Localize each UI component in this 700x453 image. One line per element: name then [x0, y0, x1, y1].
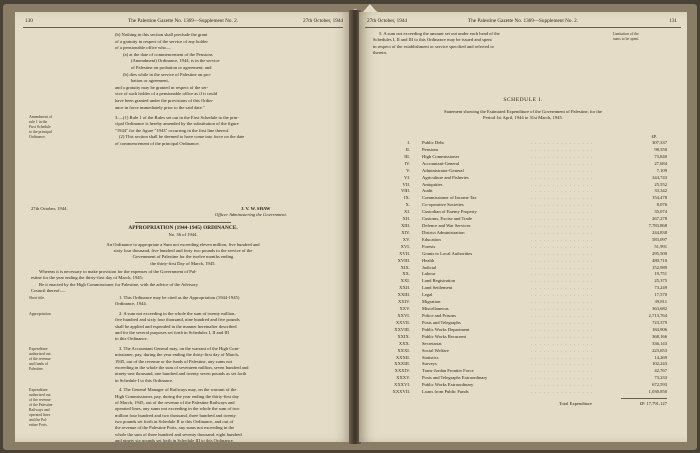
head-amount: 7,783,868	[648, 223, 667, 229]
head-number: XXVII.	[395, 319, 410, 325]
head-number: XXXVI.	[394, 382, 410, 388]
head-number: XXXIV.	[394, 368, 410, 374]
head-amount: 102,243	[652, 361, 667, 367]
margin-note-line: of the revenue	[29, 398, 51, 403]
margin-note-line: estine Ports.	[29, 423, 48, 428]
head-number: XXVI.	[397, 313, 410, 318]
head-amount: 25,552	[654, 181, 667, 187]
head-number: XVII.	[399, 250, 410, 256]
head-number: VIII.	[400, 188, 410, 194]
head-amount: 73,233	[654, 375, 667, 381]
signer-name: J. V. W. SHAW	[241, 206, 271, 211]
leader-dots: . . . . . . . . . . . . . . .	[531, 333, 594, 339]
head-name: Customs, Excise and Trade	[422, 216, 473, 222]
leader-dots: . . . . . . . . . . . . . . .	[531, 167, 594, 173]
margin-note-line: operated lines	[29, 413, 51, 418]
leader-dots: . . . . . . . . . . . . . . .	[531, 188, 594, 194]
schedule-title: SCHEDULE I.	[503, 97, 543, 103]
leader-dots: . . . . . . . . . . . . . . .	[531, 326, 594, 332]
margin-note-line: Limitation of the	[613, 32, 639, 36]
head-amount: 152,989	[652, 264, 667, 270]
left-page	[15, 12, 351, 442]
text-line: have been granted under the provisions of this Ordin-	[115, 98, 214, 103]
head-name: Land Settlement	[422, 285, 453, 291]
section-line: shall be applied and expended in the manner hereinafter described	[115, 323, 237, 329]
head-number: II.	[405, 146, 410, 152]
text-line: of a pensionable office who—	[115, 45, 171, 51]
margin-note-line: sums to be spent.	[613, 37, 640, 41]
head-name: Judicial	[422, 264, 437, 270]
head-number: XXXVII.	[392, 389, 410, 395]
section-line: ninety-one thousand, one hundred and twenty seven pounds as set forth	[115, 371, 247, 377]
head-name: Social Welfare	[422, 347, 449, 353]
text-line: Whereas it is necessary to make provision for the expenses of the Government of Pal-	[39, 269, 197, 274]
head-number: XXIII.	[397, 292, 410, 298]
leader-dots: . . . . . . . . . . . . . . .	[531, 209, 594, 215]
head-number: XIV.	[401, 229, 410, 235]
head-number: X.	[405, 202, 410, 208]
text-line: bation or agreement,	[131, 78, 169, 84]
text-line: (b) dies while in the service of Palestine on pro-	[123, 71, 212, 77]
open-book	[3, 4, 697, 450]
margin-note-line: Amendment of	[29, 115, 52, 119]
leader-dots: . . . . . . . . . . . . . . .	[531, 236, 594, 242]
text-line: (Amendment) Ordinance, 1944, is in the service	[131, 58, 220, 64]
text-line: vice of such holder of a pensionable office as if it could	[115, 91, 218, 97]
section-line: 1. This Ordinance may be cited as the Appropriation (1944-1945)	[119, 295, 240, 300]
head-name: Custodian of Enemy Property	[422, 209, 477, 215]
head-name: Posts and Telegraphs	[422, 319, 461, 325]
head-name: Trans-Jordan Frontier Force	[422, 368, 474, 374]
head-number: XXXI.	[397, 347, 410, 353]
signer-title: Officer Administering the Government.	[215, 212, 287, 217]
section-line: 2. A sum not exceeding in the whole the sum of twenty million,	[119, 310, 236, 316]
section-line: whole the sum of three hundred and seventy thousand, eight hundred	[115, 431, 242, 437]
head-name: Antiquities	[422, 181, 443, 187]
caption-line: Government of Palestine for the twelve months ending	[132, 254, 234, 260]
margin-note-line: Expenditure	[29, 388, 48, 393]
margin-note-line: and the Pal-	[29, 418, 48, 423]
text-line: Council thereof:—	[31, 288, 66, 294]
head-number: XV.	[402, 236, 410, 242]
text-line: estine for the year ending the thirty-first day of March, 1945;	[31, 275, 144, 281]
text-line: Schedules I, II and III to this Ordinance may be issued and spent	[373, 37, 492, 43]
text-line: and a gratuity may be granted in respect of the ser-	[115, 84, 209, 90]
head-amount: 42,767	[654, 368, 667, 374]
head-name: Health	[422, 257, 435, 263]
head-amount: 672,593	[652, 382, 667, 388]
leader-dots: . . . . . . . . . . . . . . .	[531, 202, 594, 208]
text-line: (b) Nothing in this section shall preclude the grant	[115, 32, 208, 37]
ordinance-title: APPROPRIATION (1944-1945) ORDINANCE.	[128, 225, 238, 231]
text-line: (a) at the date of commencement of the Pensions	[123, 51, 213, 57]
head-number: III.	[404, 153, 410, 159]
head-name: Posts and Telegraphs Extraordinary	[422, 375, 488, 381]
leader-dots: . . . . . . . . . . . . . . .	[531, 354, 594, 360]
head-amount: 267,278	[652, 216, 667, 222]
margin-note-line: authorised out	[29, 393, 51, 398]
head-amount: 583,097	[652, 236, 667, 242]
caption-line: An Ordinance to appropriate a Sum not exceeding eleven million, five hundred and	[106, 242, 260, 247]
leader-dots: . . . . . . . . . . . . . . .	[531, 181, 594, 187]
head-name: Defence and War Services	[422, 223, 471, 229]
margin-note-line: Railways and	[29, 408, 50, 413]
leader-dots: . . . . . . . . . . . . . . .	[531, 306, 594, 312]
head-number: XIX.	[400, 264, 410, 270]
head-name: Education	[422, 236, 441, 242]
section-line: High Commissioner, pay, during the year ending the thirty-first day	[115, 393, 239, 399]
head-name: Audit	[422, 188, 433, 194]
head-amount: 35,074	[654, 209, 667, 215]
head-amount: 98,350	[654, 146, 667, 152]
caption-line: Period 1st April, 1944 to 31st March, 1945.	[483, 115, 563, 121]
section-line: five hundred and sixty four thousand, nine hundred and five pounds	[115, 317, 240, 323]
head-amount: 223,653	[652, 347, 667, 353]
text-line: of a gratuity in respect of the service of any holder	[115, 38, 208, 44]
head-number: XXX.	[398, 340, 410, 346]
leader-dots: . . . . . . . . . . . . . . .	[531, 313, 594, 318]
section-line: and ninety six pounds set forth in Schedule III to this Ordinance.	[115, 437, 234, 442]
right-header-date: 27th October, 1944	[367, 18, 407, 24]
section-line: missioner, pay, during the year ending the thirty-first day of March,	[115, 352, 239, 358]
head-amount: 244,743	[652, 174, 667, 180]
head-amount: 7,109	[656, 167, 667, 173]
section-line: million four hundred and two thousand, three hundred and twenty	[115, 412, 236, 418]
head-name: Secretariat	[422, 340, 442, 346]
leader-dots: . . . . . . . . . . . . . . .	[531, 299, 594, 305]
section-line: of March, 1945, out of the revenue of the Palestine Railways and	[115, 399, 235, 405]
leader-dots: . . . . . . . . . . . . . . .	[531, 382, 594, 388]
head-amount: 39,811	[654, 299, 667, 305]
currency-heading: £P.	[651, 134, 657, 139]
head-number: XVI.	[400, 243, 410, 249]
text-line: therein.	[373, 50, 387, 56]
text-line: in respect of the establishment or service specified and referred to	[373, 43, 494, 49]
head-name: Land Registration	[422, 278, 456, 284]
section-line: and for the several purposes set forth in Schedules I, II and III	[115, 329, 229, 335]
leader-dots: . . . . . . . . . . . . . . .	[531, 264, 594, 270]
head-amount: 51,991	[654, 243, 667, 249]
leader-dots: . . . . . . . . . . . . . . .	[531, 153, 594, 159]
head-name: Labour	[422, 271, 436, 277]
ordinance-number: No. 36 of 1944.	[168, 232, 198, 237]
leader-dots: . . . . . . . . . . . . . . .	[531, 340, 594, 346]
head-number: I.	[407, 140, 410, 145]
right-header-title: The Palestine Gazette No. 1369—Supplement No. 2.	[468, 18, 578, 24]
leader-dots: . . . . . . . . . . . . . . .	[531, 389, 594, 395]
leader-dots: . . . . . . . . . . . . . . .	[531, 257, 594, 263]
head-amount: 17,570	[654, 292, 667, 298]
head-amount: 25,375	[654, 278, 667, 284]
head-amount: 73,840	[654, 153, 667, 159]
head-name: Grants to Local Authorities	[422, 250, 473, 256]
leader-dots: . . . . . . . . . . . . . . .	[531, 271, 594, 277]
section-line: 4. The General Manager of Railways may, on the warrant of the	[119, 387, 237, 393]
leader-dots: . . . . . . . . . . . . . . .	[531, 292, 594, 298]
head-amount: 368,166	[652, 333, 667, 339]
leader-dots: . . . . . . . . . . . . . . .	[531, 223, 594, 229]
margin-note-line: Expenditure	[29, 346, 48, 351]
margin-note-line: Short title.	[29, 296, 46, 300]
margin-note-line: of the revenue	[29, 356, 51, 361]
head-name: Public Works Recurrent	[422, 333, 466, 339]
left-header-date: 27th October, 1944	[303, 18, 343, 24]
head-amount: 1,030,850	[648, 389, 667, 395]
head-name: Migration	[422, 299, 441, 305]
leader-dots: . . . . . . . . . . . . . . .	[531, 285, 594, 291]
head-name: Police and Prisons	[422, 313, 456, 318]
margin-note-line: Ordinance.	[29, 135, 46, 139]
head-number: XXIX.	[397, 333, 410, 339]
head-amount: 480,710	[652, 257, 667, 263]
head-name: Loans from Public Funds	[422, 389, 469, 395]
margin-note-line: Appropriation.	[29, 311, 52, 316]
head-number: XXVIII.	[394, 326, 410, 332]
margin-note-line: rule 1 in the	[29, 120, 48, 124]
head-name: High Commissioner	[422, 153, 460, 159]
head-amount: 336,143	[652, 340, 667, 346]
margin-note-line: and funds of	[29, 361, 48, 366]
margin-note-line: First Schedule	[29, 125, 51, 129]
head-name: Surveys	[422, 361, 437, 367]
head-number: XI.	[404, 209, 410, 215]
head-number: V.	[406, 167, 410, 173]
text-line: ance in force immediately prior to the said date."	[115, 104, 205, 110]
leader-dots: . . . . . . . . . . . . . . .	[531, 278, 594, 284]
head-amount: 33,342	[654, 188, 667, 194]
head-number: IV.	[404, 160, 410, 166]
head-number: XXIV.	[397, 299, 410, 305]
head-name: Pensions	[422, 146, 439, 152]
margin-note-line: to the principal	[29, 130, 52, 134]
head-number: VI.	[404, 174, 410, 180]
margin-note-line: authorised out	[29, 351, 51, 356]
margin-note-line: of the Palestine	[29, 403, 53, 408]
section-line: in Schedule I to this Ordinance.	[115, 377, 174, 383]
left-header-rule	[23, 27, 343, 28]
text-line: (2) This section shall be deemed to have come into force on the date	[119, 134, 245, 140]
head-name: Co-operative Societies	[422, 202, 464, 208]
caption-line: Statement showing the Estimated Expenditure of the Government of Palestine, for the	[444, 109, 602, 114]
head-amount: 154,478	[652, 195, 667, 201]
head-number: XXXIII.	[394, 361, 410, 367]
leader-dots: . . . . . . . . . . . . . . .	[531, 368, 594, 374]
head-name: Administrator-General	[422, 167, 464, 173]
head-amount: 295,500	[652, 250, 667, 256]
head-amount: 14,269	[654, 354, 667, 360]
text-line: 3.—(1) Rule 1 of the Rules set out in the First Schedule to the prin-	[115, 115, 239, 120]
total-amount: £P. 17,791,127	[639, 401, 667, 406]
leader-dots: . . . . . . . . . . . . . . .	[531, 243, 594, 249]
head-amount: 8,076	[656, 202, 667, 208]
leader-dots: . . . . . . . . . . . . . . .	[531, 140, 594, 145]
section-line: the revenue of the Palestine Ports, any sums not exceeding in the	[115, 425, 235, 431]
section-line: to this Ordinance.	[115, 336, 148, 342]
leader-dots: . . . . . . . . . . . . . . .	[531, 347, 594, 353]
leader-dots: . . . . . . . . . . . . . . .	[531, 216, 594, 222]
head-amount: 19,751	[654, 271, 667, 277]
head-name: Public Works Extraordinary	[422, 382, 474, 388]
head-amount: 244,838	[652, 229, 667, 235]
head-amount: 184,906	[652, 326, 667, 332]
signature-date: 27th October, 1944.	[31, 206, 68, 211]
head-number: XX.	[402, 271, 410, 277]
head-name: Agriculture and Fisheries	[422, 174, 469, 180]
leader-dots: . . . . . . . . . . . . . . .	[531, 146, 594, 152]
head-name: Public Works Department	[422, 326, 470, 332]
head-name: Commissioner of Income Tax	[422, 195, 477, 201]
head-amount: 27,684	[654, 160, 667, 166]
right-page-number: 131	[669, 18, 677, 24]
head-name: Statistics	[422, 354, 439, 360]
section-divider	[135, 222, 231, 223]
leader-dots: . . . . . . . . . . . . . . .	[531, 250, 594, 256]
section-line: exceeding in the whole the sum of seventeen million, seven hundred and	[115, 364, 249, 370]
leader-dots: . . . . . . . . . . . . . . .	[531, 319, 594, 325]
head-name: Public Debt	[422, 140, 444, 145]
leader-dots: . . . . . . . . . . . . . . .	[531, 361, 594, 367]
head-number: XVIII.	[397, 257, 410, 263]
section-line: two pounds set forth in Schedule II to this Ordinance, and out of	[115, 418, 234, 424]
right-page	[359, 12, 687, 442]
head-number: XXXII.	[395, 354, 410, 360]
leader-dots: . . . . . . . . . . . . . . .	[531, 375, 594, 381]
text-line: "1944" for the figure "1943" occurring in the first line thereof.	[115, 127, 230, 133]
head-amount: 723,379	[652, 319, 667, 325]
leader-dots: . . . . . . . . . . . . . . .	[531, 195, 594, 201]
text-line: of commencement of the principal Ordinance.	[115, 140, 200, 146]
section-line: Ordinance, 1944.	[115, 301, 147, 307]
left-header-title: The Palestine Gazette No. 1369—Supplement No. 2.	[128, 18, 238, 24]
text-line: Be it enacted by the High Commissioner for Palestine, with the advice of the Advisory	[39, 281, 199, 287]
head-number: VII.	[402, 181, 410, 187]
text-line: 5. A sum not exceeding the amount set out under each head of the	[379, 31, 500, 36]
leader-dots: . . . . . . . . . . . . . . .	[531, 174, 594, 180]
total-rule	[621, 398, 667, 399]
head-number: XXII.	[399, 285, 410, 291]
head-number: XXI.	[400, 278, 410, 284]
head-name: Accountant-General	[422, 160, 460, 166]
total-label: Total Expenditure	[559, 401, 592, 406]
head-name: Forests	[422, 243, 436, 249]
head-amount: 363,682	[652, 306, 667, 312]
text-line: cipal Ordinance is hereby amended by the substitution of the figure	[115, 121, 239, 127]
head-name: District Administration	[422, 229, 465, 235]
head-number: XXXV.	[396, 375, 410, 381]
head-number: XII.	[402, 216, 410, 222]
head-number: XIII.	[400, 223, 410, 229]
leader-dots: . . . . . . . . . . . . . . .	[531, 229, 594, 235]
head-amount: 307,337	[652, 140, 667, 145]
caption-line: the thirty-first Day of March, 1945.	[150, 260, 216, 266]
head-amount: 73,249	[654, 285, 667, 291]
text-line: of Palestine on probation or agreement; and	[131, 65, 212, 70]
head-number: XXV.	[399, 306, 410, 312]
leader-dots: . . . . . . . . . . . . . . .	[531, 160, 594, 166]
schedule-row	[359, 389, 687, 396]
head-name: Legal	[422, 292, 433, 298]
right-header-rule	[365, 27, 681, 28]
head-name: Miscellaneous	[422, 306, 449, 312]
section-line: 1945, out of the revenue or the funds of Palestine, any sums not	[115, 358, 233, 364]
left-page-number: 130	[25, 18, 33, 24]
head-number: IX.	[404, 195, 410, 201]
head-amount: 2,713,764	[648, 313, 667, 318]
margin-note-line: Palestine.	[29, 366, 44, 371]
caption-line: sixty four thousand, five hundred and forty two pounds to the service of the	[113, 248, 253, 254]
section-line: 3. The Accountant General may, on the warrant of the High Com-	[119, 345, 240, 351]
section-line: operated lines, any sums not exceeding in the whole the sum of two	[115, 406, 240, 412]
